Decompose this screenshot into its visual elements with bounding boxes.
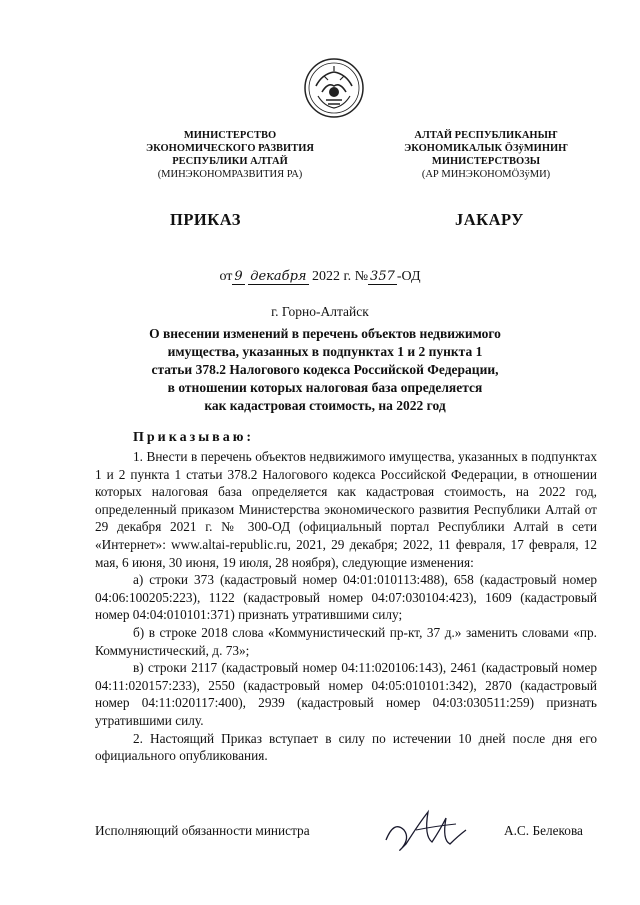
ministry-abbreviation: (АР МИНЭКОНОМÖЗÿМИ) — [421, 169, 551, 180]
title-line: в отношении которых налоговая база определяется — [167, 380, 483, 395]
city-name: г. Горно-Алтайск — [271, 304, 369, 319]
ministry-name-line: МИНИСТЕРСТВОЗЫ — [431, 156, 541, 167]
ministry-name-line: АЛТАЙ РЕСПУБЛИКАНЫҤ — [414, 130, 558, 141]
signatory-position: Исполняющий обязанности министра — [95, 823, 310, 838]
title-line: как кадастровая стоимость, на 2022 год — [204, 398, 446, 413]
ministry-header-altai — [380, 129, 592, 181]
paragraph-1: 1. Внести в перечень объектов недвижимого имущества, указанных в подпунктах 1 и 2 пункта 1 статьи 378.2 Налогового кодекса Российской Федерации, в отношении которых налоговая база определяется как кадастровая стоимость, на 2022 год, определенный приказом Министерства экономического развития Республики Алтай от 29 декабря 2021 г. № 300-ОД (официальный портал Республики Алтай в сети «Интернет»: www.altai-republic.ru, 2021, 29 декабря; 2022, 11 февраля, 17 февраля, 12 мая, 6 июня, 30 июня, 19 июля, 28 ноября), следующие изменения: — [95, 449, 597, 570]
handwritten-signature — [376, 800, 476, 860]
number-suffix: -ОД — [396, 269, 421, 284]
title-line: О внесении изменений в перечень объектов недвижимого — [149, 326, 501, 341]
paragraph-b: б) в строке 2018 слова «Коммунистический пр-кт, 37 д.» заменить словами «пр. Коммунистический, д. 73»; — [95, 624, 597, 658]
document-title — [130, 325, 520, 415]
paragraph-c: в) строки 2117 (кадастровый номер 04:11:020106:143), 2461 (кадастровый номер 04:11:020157:233), 2550 (кадастровый номер 04:05:010101:342), 2870 (кадастровый номер 04:11:020117:400), 2939 (кадастровый номер 04:03:030511:259) признать утратившими силу. — [95, 660, 597, 728]
document-body — [95, 448, 597, 765]
handwritten-number: 357 — [370, 269, 395, 284]
title-line: имущества, указанных в подпунктах 1 и 2 пункта 1 — [167, 344, 483, 359]
number-prefix: № — [354, 269, 369, 284]
handwritten-day: 9 — [234, 269, 243, 284]
ministry-abbreviation: (МИНЭКОНОМРАЗВИТИЯ РА) — [157, 169, 303, 180]
doc-type-russian: ПРИКАЗ — [170, 210, 241, 229]
ministry-name-line: ЭКОНОМИЧЕСКОГО РАЗВИТИЯ — [146, 143, 314, 154]
ministry-name-line: МИНИСТЕРСТВО — [183, 130, 277, 141]
date-and-number-line — [0, 269, 640, 285]
order-word: Приказываю: — [133, 430, 255, 445]
paragraph-2: 2. Настоящий Приказ вступает в силу по истечении 10 дней после дня его официального опубликования. — [95, 730, 597, 764]
date-year: 2022 г. — [312, 269, 352, 284]
ministry-header-russian — [95, 129, 365, 181]
title-line: статьи 378.2 Налогового кодекса Российской Федерации, — [151, 362, 499, 377]
doc-type-altai: JАКАРУ — [455, 210, 524, 229]
ministry-name-line: ЭКОНОМИКАЛЫК ÖЗÿМИНИҤ — [404, 143, 568, 154]
paragraph-a: а) строки 373 (кадастровый номер 04:01:010113:488), 658 (кадастровый номер 04:06:100205:223), 1122 (кадастровый номер 04:07:030104:423), 1609 (кадастровый номер 04:04:010101:371) признать утратившими силу; — [95, 572, 597, 623]
date-prefix: от — [219, 269, 233, 284]
signatory-name: А.С. Белекова — [504, 823, 583, 838]
handwritten-month: декабря — [250, 269, 307, 284]
ministry-name-line: РЕСПУБЛИКИ АЛТАЙ — [172, 156, 288, 167]
coat-of-arms-emblem — [302, 56, 366, 120]
